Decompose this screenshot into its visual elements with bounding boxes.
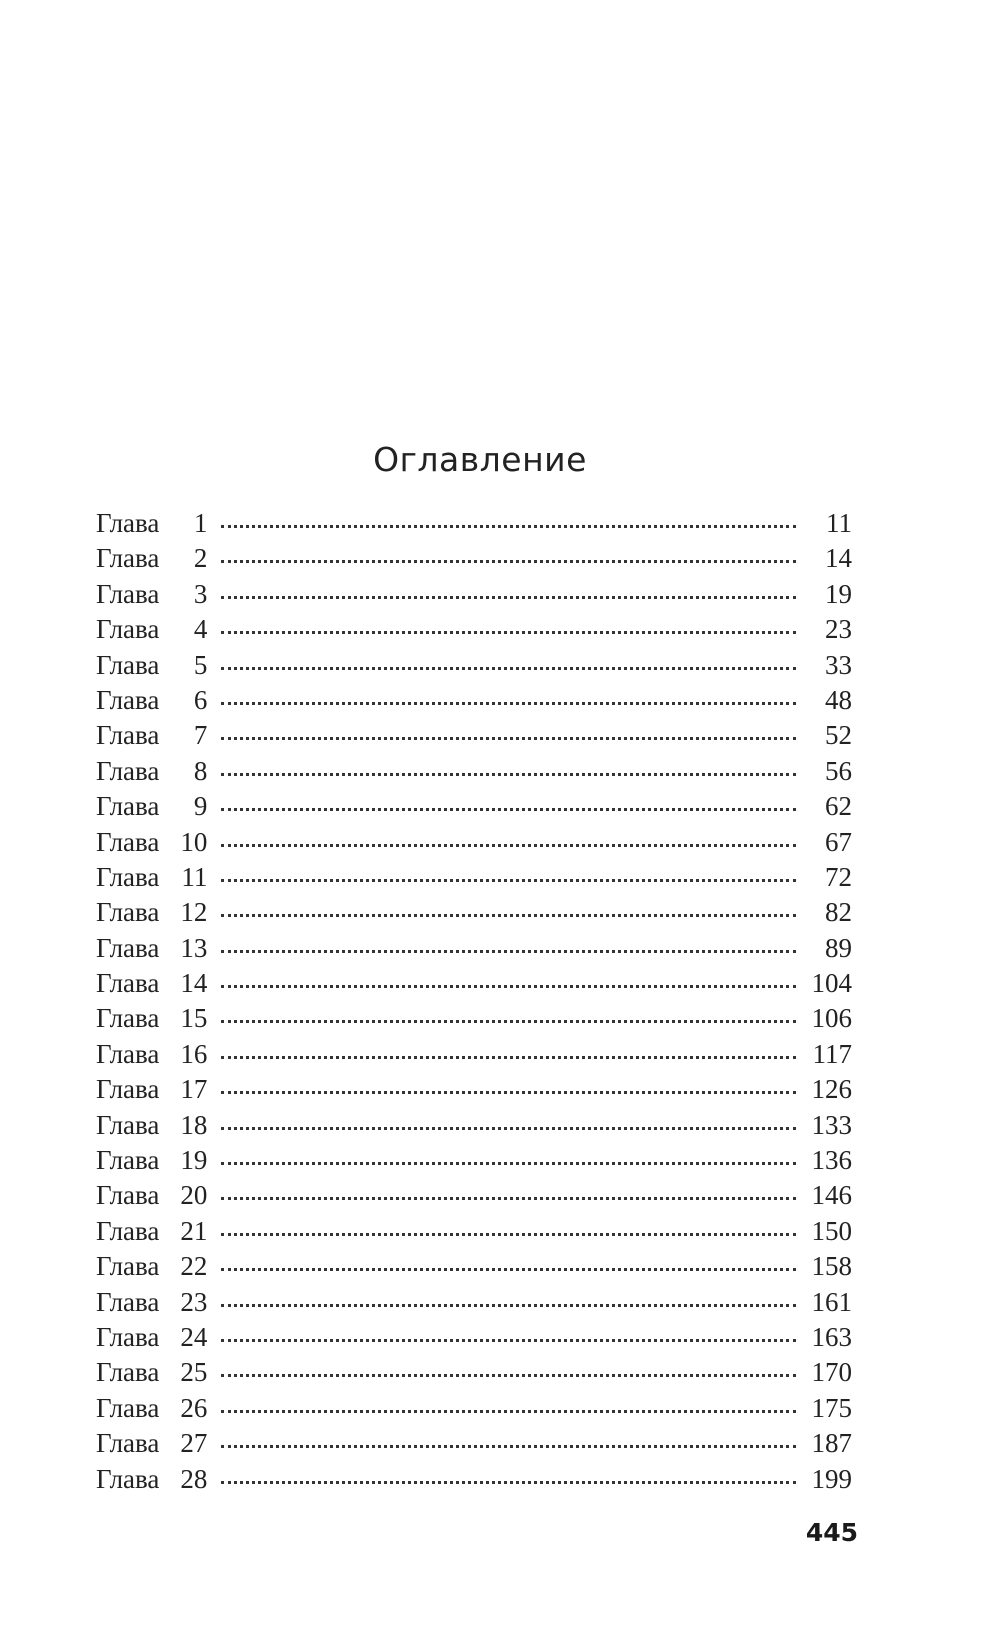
- toc-entry-number: 1: [193, 508, 208, 538]
- toc-entry-label: [96, 1322, 207, 1353]
- toc-entry-word: Глава: [96, 791, 160, 822]
- toc-entry-leader: [221, 1339, 796, 1342]
- toc-entry-word: Глава: [96, 1251, 160, 1282]
- toc-entry-page: 56: [825, 755, 852, 786]
- toc-entry-word: Глава: [96, 720, 160, 751]
- toc-entry-label: [96, 791, 207, 822]
- toc-entry-word: Глава: [96, 1286, 160, 1317]
- toc-entry: [96, 1287, 852, 1322]
- toc-entry-label: [96, 1287, 207, 1318]
- toc-entry-word: Глава: [96, 1074, 160, 1105]
- toc-entry-number: 7: [193, 720, 208, 751]
- toc-entry: [96, 827, 852, 862]
- toc-entry-label: [96, 1216, 207, 1247]
- toc-entry-label: [96, 685, 207, 716]
- toc-entry: [96, 862, 852, 897]
- toc-entry-leader: [221, 1304, 796, 1307]
- toc-entry-page: 82: [825, 897, 852, 928]
- toc-entry-leader: [221, 985, 796, 988]
- toc-entry-word: Глава: [96, 968, 160, 999]
- toc-entry-label: [96, 756, 207, 787]
- toc-entry-page: 133: [811, 1109, 852, 1140]
- toc-entry-number: 20: [180, 1180, 208, 1211]
- toc-entry-leader: [221, 808, 796, 811]
- toc-entry-number: 14: [180, 968, 208, 999]
- toc-entry-number: 19: [180, 1145, 208, 1176]
- page-number: 445: [805, 1518, 858, 1547]
- toc-entry-number: 18: [180, 1109, 208, 1140]
- toc-entry-leader: [221, 1233, 796, 1236]
- toc-entry-leader: [221, 1020, 796, 1023]
- toc-entry: [96, 1428, 852, 1463]
- toc-entry-word: Глава: [96, 508, 160, 538]
- toc-entry-number: 8: [193, 755, 208, 786]
- toc-entry-number: 3: [193, 578, 208, 609]
- toc-entry-number: 27: [180, 1428, 208, 1459]
- toc-entry-page: 48: [825, 684, 852, 715]
- toc-entry-leader: [221, 1445, 796, 1448]
- toc-entry-label: [96, 579, 207, 610]
- toc-entry-word: Глава: [96, 578, 160, 609]
- toc-entry-label: [96, 650, 207, 681]
- toc-entry: [96, 543, 852, 578]
- toc-entry-leader: [221, 1374, 796, 1377]
- toc-entry: [96, 685, 852, 720]
- toc-entry-word: Глава: [96, 1321, 160, 1352]
- toc-entry-word: Глава: [96, 1215, 160, 1246]
- toc-entry-leader: [221, 1410, 796, 1413]
- toc-entry-page: 23: [825, 614, 852, 645]
- toc-entry-number: 10: [180, 826, 208, 857]
- toc-entry-label: [96, 1180, 207, 1211]
- toc-entry-leader: [221, 702, 796, 705]
- toc-entry-word: Глава: [96, 543, 160, 574]
- toc-entry-label: [96, 543, 207, 574]
- toc-entry-leader: [221, 631, 796, 634]
- toc-entry-number: 17: [180, 1074, 208, 1105]
- toc-entry-label: [96, 1074, 207, 1105]
- toc-entry-word: Глава: [96, 861, 160, 892]
- toc-entry: [96, 1251, 852, 1286]
- toc-entry-page: 161: [811, 1286, 852, 1317]
- toc-entry-label: [96, 1110, 207, 1141]
- toc-entry-page: 175: [811, 1392, 852, 1423]
- toc-entry-word: Глава: [96, 897, 160, 928]
- toc-entry-word: Глава: [96, 826, 160, 857]
- toc-entry-number: 6: [193, 684, 208, 715]
- toc-entry-label: [96, 1145, 207, 1176]
- toc-entry-number: 25: [180, 1357, 208, 1388]
- toc-entry-label: [96, 720, 207, 751]
- toc-entry-label: [96, 1003, 207, 1034]
- toc-entry: [96, 933, 852, 968]
- toc-entry-number: 9: [193, 791, 208, 822]
- toc-entry-page: 62: [825, 791, 852, 822]
- toc-entry-page: 11: [826, 508, 852, 538]
- toc-entry-leader: [221, 525, 796, 528]
- toc-entry-leader: [221, 596, 796, 599]
- toc-entry-page: 187: [811, 1428, 852, 1459]
- toc-entry-page: 14: [825, 543, 852, 574]
- toc-entry-leader: [221, 1162, 796, 1165]
- toc-entry: [96, 1110, 852, 1145]
- toc-entry-leader: [221, 560, 796, 563]
- toc-entry-page: 158: [811, 1251, 852, 1282]
- toc-entry-word: Глава: [96, 1109, 160, 1140]
- toc-entry: [96, 897, 852, 932]
- toc-entry-word: Глава: [96, 932, 160, 963]
- toc-entry-number: 22: [180, 1251, 208, 1282]
- toc-entry-label: [96, 1393, 207, 1424]
- toc-entry-page: 52: [825, 720, 852, 751]
- toc-entry-page: 146: [811, 1180, 852, 1211]
- toc-entry-leader: [221, 1268, 796, 1271]
- toc-entry-label: [96, 614, 207, 645]
- toc-entry-leader: [221, 1481, 796, 1484]
- toc-entry-page: 104: [811, 968, 852, 999]
- toc-entry-number: 23: [180, 1286, 208, 1317]
- toc-entry: [96, 1464, 852, 1499]
- toc-entry-page: 150: [811, 1215, 852, 1246]
- toc-entry-label: [96, 968, 207, 999]
- toc-entry-number: 5: [193, 649, 208, 680]
- toc-entry-word: Глава: [96, 1428, 160, 1459]
- toc-entry-number: 2: [193, 543, 208, 574]
- toc-entry-leader: [221, 737, 796, 740]
- toc-list: [96, 508, 852, 1499]
- toc-entry-label: [96, 827, 207, 858]
- toc-entry: [96, 1322, 852, 1357]
- toc-entry-word: Глава: [96, 755, 160, 786]
- toc-entry-number: 26: [180, 1392, 208, 1423]
- toc-entry-page: 126: [811, 1074, 852, 1105]
- toc-entry: [96, 720, 852, 755]
- toc-entry-label: [96, 1039, 207, 1070]
- toc-entry-page: 106: [811, 1003, 852, 1034]
- toc-entry-label: [96, 1357, 207, 1388]
- toc-entry: [96, 1216, 852, 1251]
- toc-entry-page: 117: [812, 1038, 852, 1069]
- toc-entry: [96, 650, 852, 685]
- toc-entry: [96, 791, 852, 826]
- toc-entry-number: 16: [180, 1038, 208, 1069]
- toc-entry-page: 170: [811, 1357, 852, 1388]
- toc-entry-leader: [221, 1056, 796, 1059]
- toc-entry-leader: [221, 1127, 796, 1130]
- toc-entry: [96, 1074, 852, 1109]
- toc-entry: [96, 579, 852, 614]
- toc-entry-word: Глава: [96, 1003, 160, 1034]
- toc-entry-leader: [221, 879, 796, 882]
- toc-entry-leader: [221, 1197, 796, 1200]
- toc-entry-page: 163: [811, 1321, 852, 1352]
- toc-entry-page: 72: [825, 861, 852, 892]
- toc-entry-page: 67: [825, 826, 852, 857]
- toc-entry: [96, 1357, 852, 1392]
- toc-entry-number: 24: [180, 1321, 208, 1352]
- toc-entry-word: Глава: [96, 1392, 160, 1423]
- toc-entry-label: [96, 1428, 207, 1459]
- toc-entry-word: Глава: [96, 614, 160, 645]
- toc-entry-page: 89: [825, 932, 852, 963]
- toc-entry-number: 11: [181, 861, 208, 892]
- toc-entry-word: Глава: [96, 684, 160, 715]
- toc-title: Оглавление: [373, 440, 587, 479]
- toc-entry-label: [96, 862, 207, 893]
- toc-entry-word: Глава: [96, 1145, 160, 1176]
- toc-entry-leader: [221, 844, 796, 847]
- toc-entry-word: Глава: [96, 649, 160, 680]
- toc-entry: [96, 1145, 852, 1180]
- toc-entry-page: 199: [811, 1463, 852, 1494]
- toc-entry-leader: [221, 950, 796, 953]
- toc-entry-number: 4: [193, 614, 208, 645]
- toc-entry-leader: [221, 914, 796, 917]
- toc-entry: [96, 756, 852, 791]
- toc-entry-number: 12: [180, 897, 208, 928]
- toc-entry-label: [96, 933, 207, 964]
- toc-entry-number: 13: [180, 932, 208, 963]
- toc-entry: [96, 1003, 852, 1038]
- toc-entry-word: Глава: [96, 1357, 160, 1388]
- toc-entry-number: 21: [180, 1215, 208, 1246]
- toc-entry-leader: [221, 667, 796, 670]
- toc-entry-leader: [221, 1091, 796, 1094]
- toc-entry: [96, 1180, 852, 1215]
- toc-entry-page: 19: [825, 578, 852, 609]
- toc-entry-word: Глава: [96, 1180, 160, 1211]
- toc-entry-leader: [221, 773, 796, 776]
- toc-entry-label: [96, 508, 207, 539]
- toc-entry-word: Глава: [96, 1038, 160, 1069]
- toc-entry-page: 33: [825, 649, 852, 680]
- toc-entry: [96, 968, 852, 1003]
- toc-entry: [96, 1393, 852, 1428]
- toc-entry-word: Глава: [96, 1463, 160, 1494]
- toc-entry: [96, 614, 852, 649]
- toc-entry-page: 136: [811, 1145, 852, 1176]
- toc-entry: [96, 1039, 852, 1074]
- toc-entry: [96, 508, 852, 543]
- toc-entry-label: [96, 1464, 207, 1495]
- toc-entry-label: [96, 897, 207, 928]
- toc-entry-number: 28: [180, 1463, 208, 1494]
- toc-entry-number: 15: [180, 1003, 208, 1034]
- toc-entry-label: [96, 1251, 207, 1282]
